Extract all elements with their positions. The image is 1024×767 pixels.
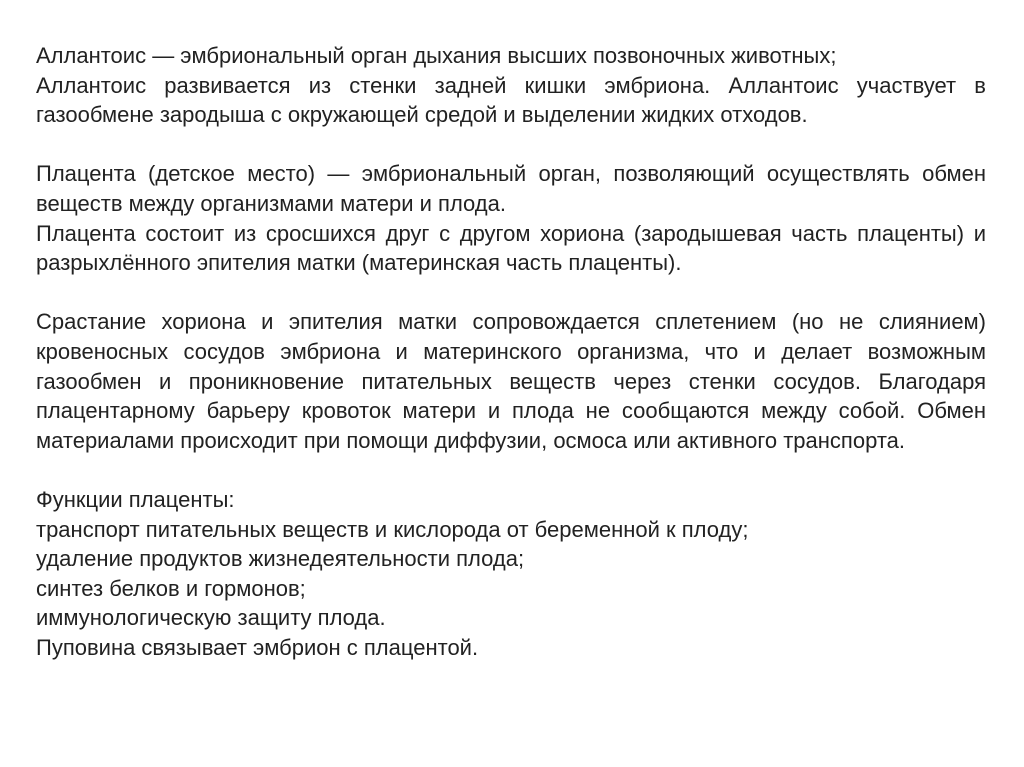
umbilical-cord-statement: Пуповина связывает эмбрион с плацентой. xyxy=(36,634,479,660)
function-item: транспорт питательных веществ и кислорода от беременной к плоду; xyxy=(36,516,749,542)
placenta-functions-block xyxy=(36,485,986,663)
paragraph-spacer xyxy=(36,278,986,308)
function-item: синтез белков и гормонов; xyxy=(36,575,306,601)
placenta-structure: Плацента состоит из сросшихся друг с другом хориона (зародышевая часть плаценты) и разрыхлённого эпителия матки (материнская часть плаценты). xyxy=(36,220,986,276)
allantois-development: Аллантоис развивается из стенки задней кишки эмбриона. Аллантоис участвует в газообмене зародыша с окружающей средой и выделении жидких отходов. xyxy=(36,72,986,128)
functions-heading: Функции плаценты: xyxy=(36,486,235,512)
function-item: удаление продуктов жизнедеятельности плода; xyxy=(36,546,525,572)
allantois-definition: Аллантоис — эмбриональный орган дыхания высших позвоночных животных; xyxy=(36,43,837,68)
slide-body xyxy=(36,41,986,662)
paragraph-spacer xyxy=(36,130,986,160)
paragraph-spacer xyxy=(36,455,986,485)
function-item: иммунологическую защиту плода. xyxy=(36,605,386,631)
placenta-definition: Плацента (детское место) — эмбриональный орган, позволяющий осуществлять обмен веществ между организмами матери и плода. xyxy=(36,161,986,216)
chorion-fusion-paragraph: Срастание хориона и эпителия матки сопровождается сплетением (но не слиянием) кровеносных сосудов эмбриона и материнского организма, что и делает возможным газообмен и проникновение питательных веществ через стенки сосудов. Благодаря плацентарному барьеру кровоток матери и плода не сообщаются между собой. Обмен материалами происходит при помощи диффузии, осмоса или активного транспорта. xyxy=(36,309,986,453)
